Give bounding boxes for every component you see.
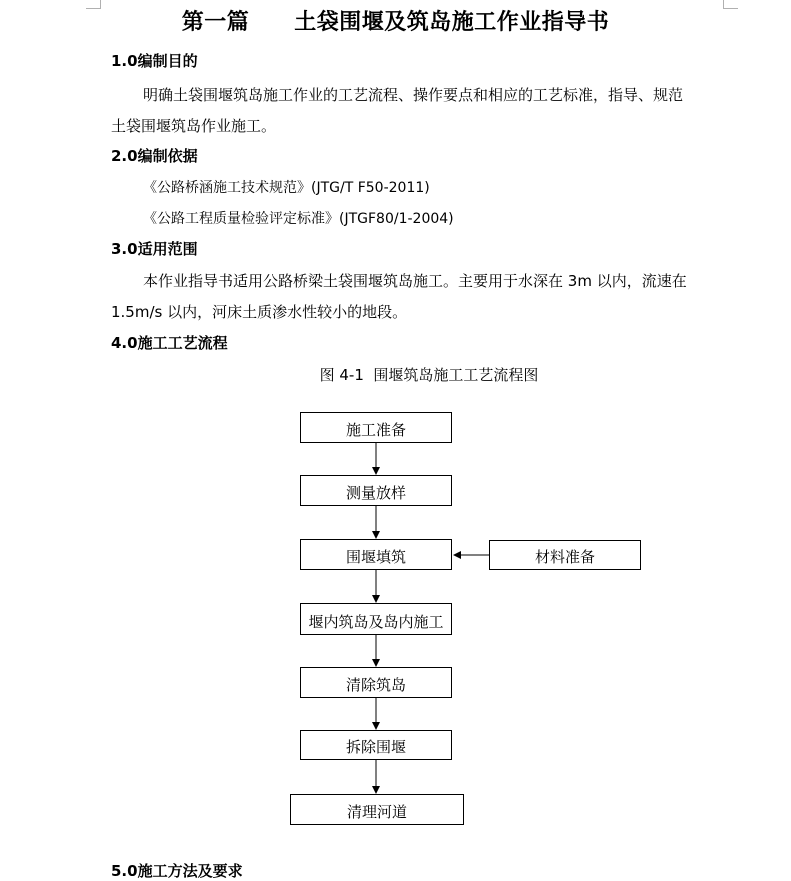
paragraph-purpose-line2: 土袋围堰筑岛作业施工。	[111, 117, 277, 135]
flow-step-clear-island: 清除筑岛	[300, 667, 452, 698]
figure-caption: 图 4-1 围堰筑岛施工工艺流程图	[319, 366, 539, 384]
section-heading-process: 4.0施工工艺流程	[111, 334, 228, 352]
flow-step-survey: 测量放样	[300, 475, 452, 506]
section-heading-scope: 3.0适用范围	[111, 240, 198, 258]
reference-item-2: 《公路工程质量检验评定标准》(JTGF80/1-2004)	[143, 211, 454, 227]
section-heading-basis: 2.0编制依据	[111, 147, 198, 165]
flow-step-clean-river: 清理河道	[290, 794, 464, 825]
flow-side-materials: 材料准备	[489, 540, 641, 570]
flow-step-prepare: 施工准备	[300, 412, 452, 443]
section-heading-purpose: 1.0编制目的	[111, 52, 198, 70]
section-heading-methods: 5.0施工方法及要求	[111, 862, 243, 880]
reference-item-1: 《公路桥涵施工技术规范》(JTG/T F50-2011)	[143, 180, 430, 196]
paragraph-purpose-line1: 明确土袋围堰筑岛施工作业的工艺流程、操作要点和相应的工艺标准，指导、规范	[143, 86, 684, 104]
paragraph-scope-line1: 本作业指导书适用公路桥梁土袋围堰筑岛施工。主要用于水深在 3m 以内，流速在	[143, 272, 687, 290]
flow-step-remove-cofferdam: 拆除围堰	[300, 730, 452, 760]
flow-step-island-build: 堰内筑岛及岛内施工	[300, 603, 452, 635]
document-title: 第一篇 土袋围堰及筑岛施工作业指导书	[181, 9, 610, 35]
paragraph-scope-line2: 1.5m/s 以内，河床土质渗水性较小的地段。	[111, 303, 408, 321]
flow-step-cofferdam-fill: 围堰填筑	[300, 539, 452, 570]
